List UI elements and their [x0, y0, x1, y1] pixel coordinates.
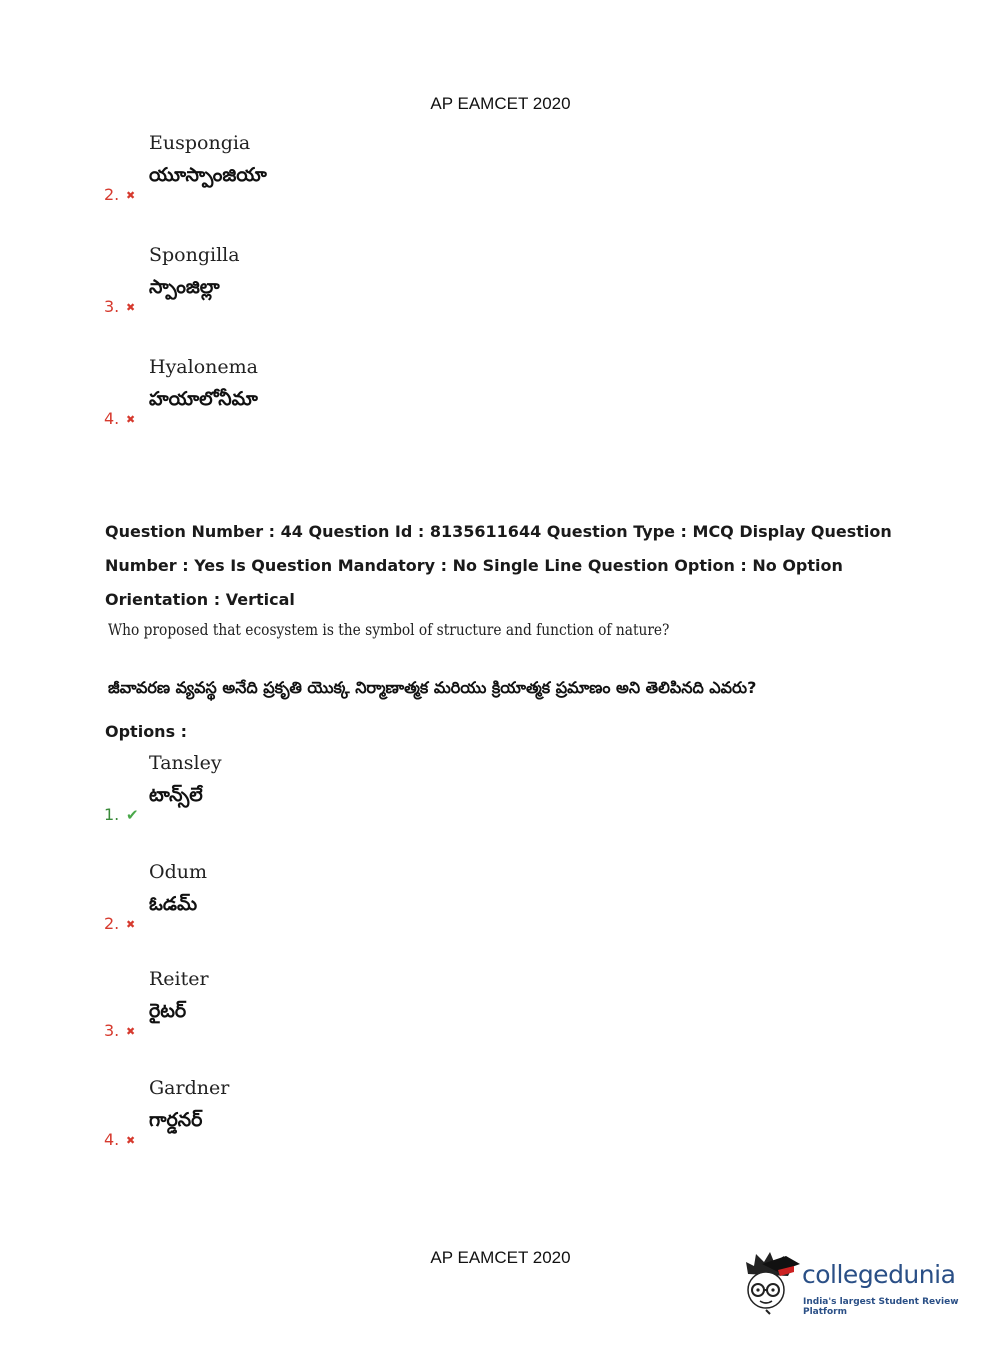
- logo-tagline: India's largest Student Review Platform: [803, 1297, 959, 1317]
- option-number: 3.: [104, 1021, 120, 1040]
- option-text-en: Gardner: [149, 1077, 230, 1099]
- option-tansley: [104, 752, 604, 832]
- option-text-en: Reiter: [149, 968, 209, 990]
- option-text-te: గార్డనర్: [149, 1109, 203, 1131]
- wrong-mark-icon: ✖: [126, 413, 136, 426]
- option-text-te: రైటర్: [149, 1000, 187, 1022]
- question-meta-line: Number : Yes Is Question Mandatory : No Single Line Question Option : No Option: [105, 556, 843, 575]
- mascot-icon: [742, 1250, 800, 1316]
- option-text-te: స్పాంజిల్లా: [149, 276, 220, 298]
- wrong-mark-icon: ✖: [126, 918, 136, 931]
- option-text-en: Spongilla: [149, 244, 240, 266]
- option-euspongia: [104, 132, 604, 212]
- logo-name: collegedunia: [802, 1260, 956, 1289]
- wrong-mark-icon: ✖: [126, 1134, 136, 1147]
- option-number: 2.: [104, 185, 120, 204]
- option-text-en: Odum: [149, 861, 207, 883]
- option-text-te: ఓడమ్: [149, 893, 198, 915]
- option-gardner: [104, 1077, 604, 1157]
- option-text-en: Hyalonema: [149, 356, 258, 378]
- option-number: 4.: [104, 1130, 120, 1149]
- check-mark-icon: ✔: [126, 806, 139, 824]
- question-meta-line: Question Number : 44 Question Id : 8135611644 Question Type : MCQ Display Question: [105, 522, 892, 541]
- question-text-te: జీవావరణ వ్యవస్థ అనేది ప్రకృతి యొక్క నిర్మాణాత్మక మరియు క్రియాత్మక ప్రమాణం అని తెలిపినది ఎవరు?: [108, 678, 757, 697]
- option-text-te: టాన్స్‌లే: [149, 784, 203, 806]
- options-label: Options :: [105, 722, 188, 741]
- page-footer: AP EAMCET 2020: [430, 1248, 571, 1267]
- question-meta-line: Orientation : Vertical: [105, 590, 295, 609]
- question-meta: [105, 515, 905, 617]
- option-number: 3.: [104, 297, 120, 316]
- option-text-te: హయాలోనీమా: [149, 388, 258, 410]
- option-spongilla: [104, 244, 604, 324]
- option-number: 2.: [104, 914, 120, 933]
- collegedunia-logo: [742, 1250, 970, 1318]
- option-reiter: [104, 968, 604, 1048]
- page-header: AP EAMCET 2020: [430, 94, 571, 113]
- option-odum: [104, 861, 604, 941]
- question-text-en: Who proposed that ecosystem is the symbol of structure and function of nature?: [108, 620, 670, 639]
- option-text-en: Tansley: [149, 752, 222, 774]
- wrong-mark-icon: ✖: [126, 1025, 136, 1038]
- option-text-te: యూస్పాంజియా: [149, 164, 267, 186]
- wrong-mark-icon: ✖: [126, 189, 136, 202]
- option-text-en: Euspongia: [149, 132, 251, 154]
- option-number: 4.: [104, 409, 120, 428]
- option-hyalonema: [104, 356, 604, 436]
- wrong-mark-icon: ✖: [126, 301, 136, 314]
- option-number: 1.: [104, 805, 120, 824]
